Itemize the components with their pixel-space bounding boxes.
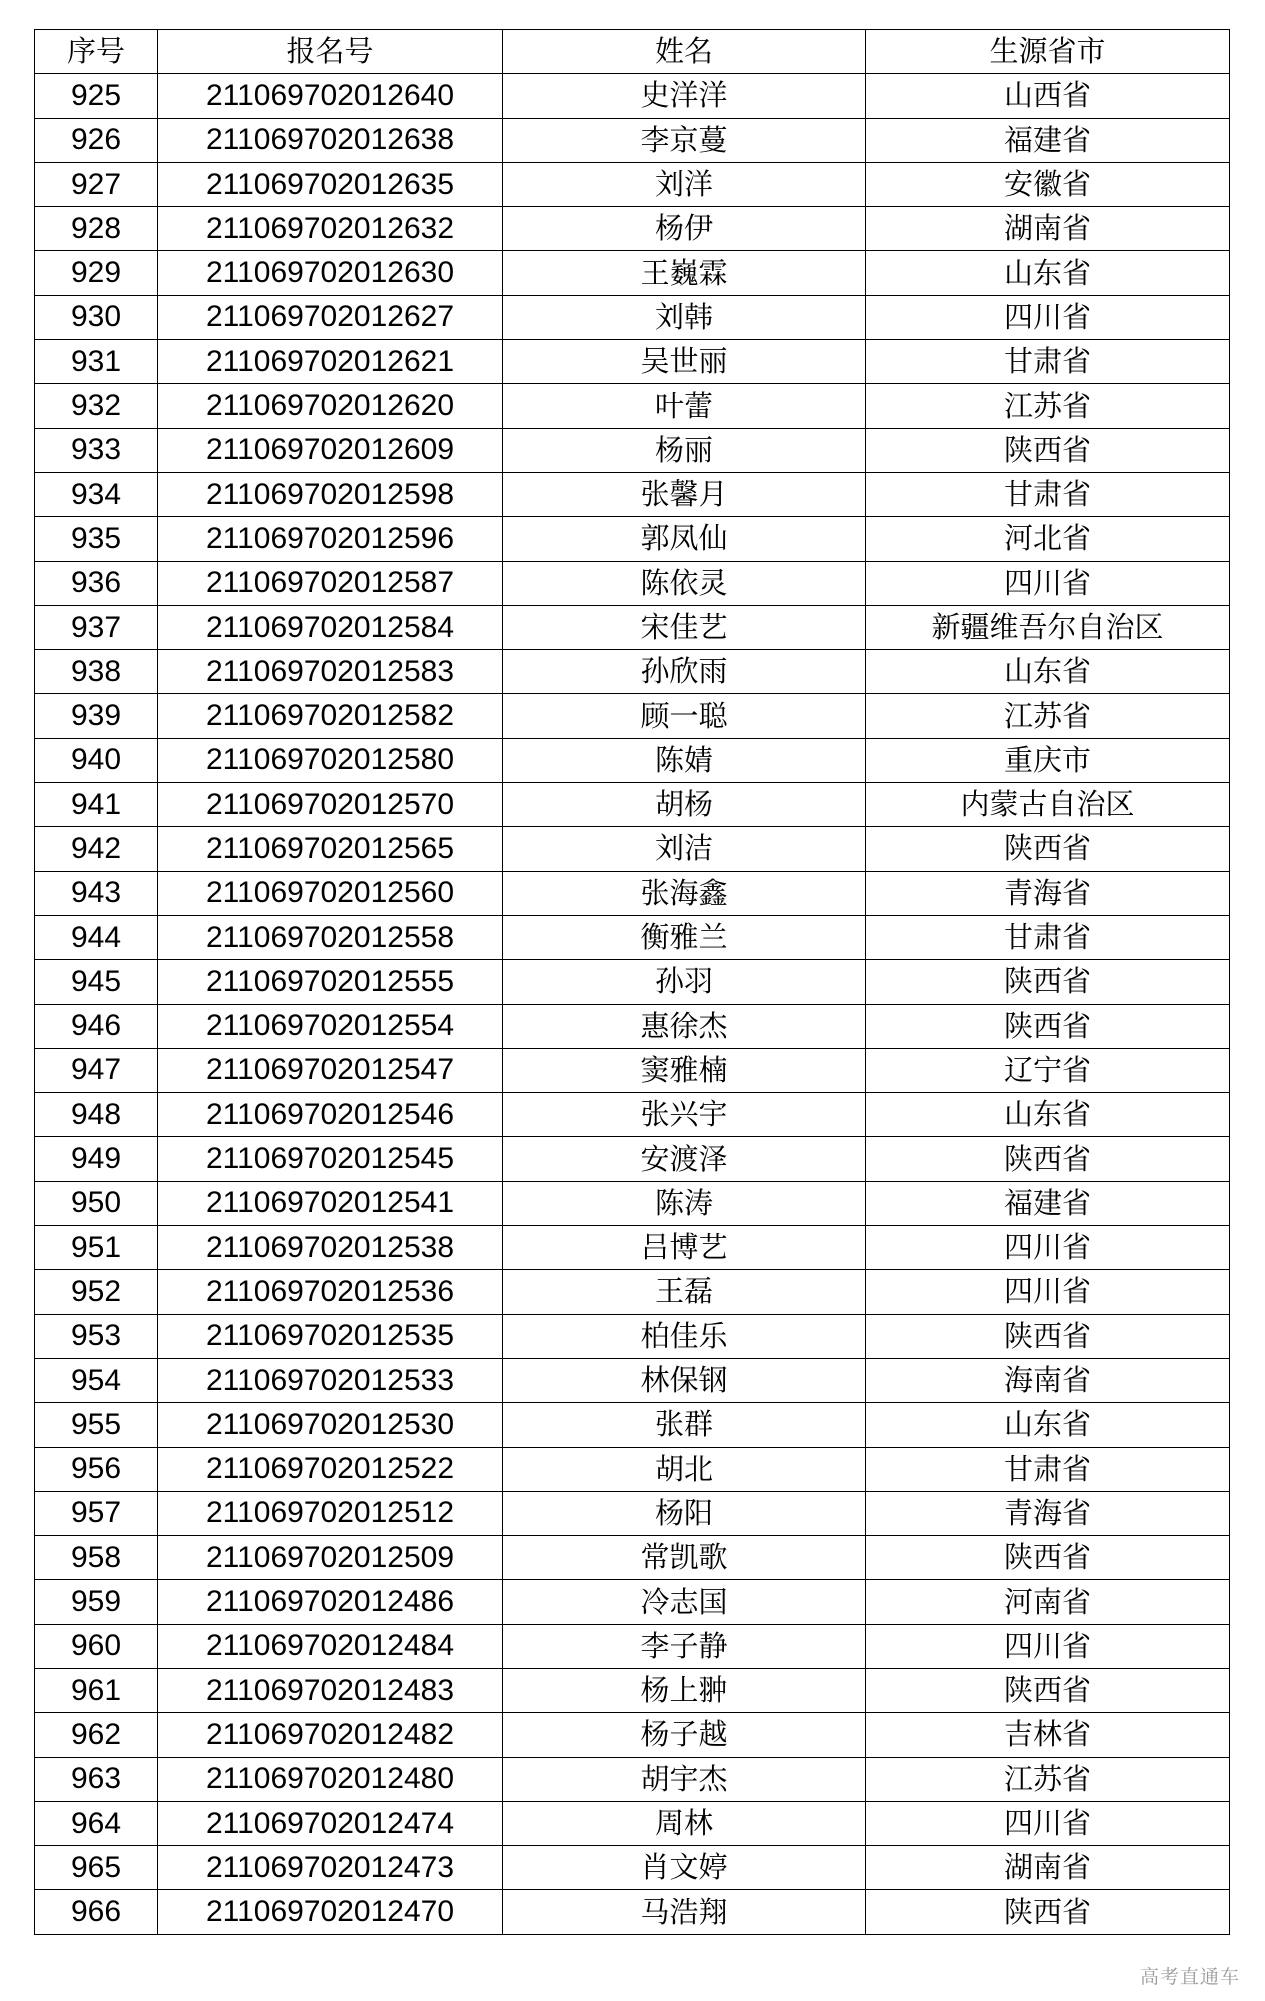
- registration-number-cell: 211069702012535: [158, 1314, 503, 1358]
- serial-number-cell: 959: [35, 1580, 158, 1624]
- name-cell: 吕博艺: [503, 1226, 866, 1270]
- origin-province-cell: 陕西省: [866, 1137, 1230, 1181]
- serial-number-cell: 928: [35, 207, 158, 251]
- name-cell: 林保钢: [503, 1358, 866, 1402]
- table-row: [35, 827, 1230, 871]
- name-cell: 马浩翔: [503, 1890, 866, 1934]
- table-row: [35, 1358, 1230, 1402]
- table-row: [35, 1093, 1230, 1137]
- origin-province-cell: 陕西省: [866, 428, 1230, 472]
- table-row: [35, 561, 1230, 605]
- registration-number-cell: 211069702012570: [158, 783, 503, 827]
- table-row: [35, 517, 1230, 561]
- registration-number-cell: 211069702012547: [158, 1048, 503, 1092]
- table-row: [35, 1181, 1230, 1225]
- registration-number-cell: 211069702012598: [158, 472, 503, 516]
- origin-province-cell: 江苏省: [866, 694, 1230, 738]
- table-row: [35, 162, 1230, 206]
- registration-number-cell: 211069702012565: [158, 827, 503, 871]
- registration-number-cell: 211069702012486: [158, 1580, 503, 1624]
- serial-number-cell: 941: [35, 783, 158, 827]
- name-cell: 杨伊: [503, 207, 866, 251]
- table-row: [35, 1004, 1230, 1048]
- serial-number-cell: 966: [35, 1890, 158, 1934]
- name-cell: 柏佳乐: [503, 1314, 866, 1358]
- name-cell: 张馨月: [503, 472, 866, 516]
- registration-number-cell: 211069702012554: [158, 1004, 503, 1048]
- origin-province-cell: 四川省: [866, 1226, 1230, 1270]
- table-row: [35, 384, 1230, 428]
- name-cell: 杨子越: [503, 1713, 866, 1757]
- serial-number-cell: 963: [35, 1757, 158, 1801]
- origin-province-cell: 山东省: [866, 650, 1230, 694]
- origin-province-cell: 湖南省: [866, 1846, 1230, 1890]
- serial-number-cell: 958: [35, 1536, 158, 1580]
- origin-province-cell: 安徽省: [866, 162, 1230, 206]
- serial-number-cell: 955: [35, 1403, 158, 1447]
- serial-number-cell: 942: [35, 827, 158, 871]
- registration-number-cell: 211069702012473: [158, 1846, 503, 1890]
- header-serial-number: 序号: [35, 30, 158, 74]
- name-cell: 胡北: [503, 1447, 866, 1491]
- name-cell: 常凯歌: [503, 1536, 866, 1580]
- serial-number-cell: 925: [35, 74, 158, 118]
- origin-province-cell: 辽宁省: [866, 1048, 1230, 1092]
- registration-number-cell: 211069702012474: [158, 1801, 503, 1845]
- name-cell: 陈婧: [503, 738, 866, 782]
- origin-province-cell: 青海省: [866, 1491, 1230, 1535]
- origin-province-cell: 甘肃省: [866, 472, 1230, 516]
- origin-province-cell: 河北省: [866, 517, 1230, 561]
- table-row: [35, 694, 1230, 738]
- name-cell: 刘洋: [503, 162, 866, 206]
- serial-number-cell: 946: [35, 1004, 158, 1048]
- name-cell: 孙欣雨: [503, 650, 866, 694]
- serial-number-cell: 935: [35, 517, 158, 561]
- registration-number-cell: 211069702012536: [158, 1270, 503, 1314]
- origin-province-cell: 重庆市: [866, 738, 1230, 782]
- serial-number-cell: 938: [35, 650, 158, 694]
- serial-number-cell: 953: [35, 1314, 158, 1358]
- registration-number-cell: 211069702012522: [158, 1447, 503, 1491]
- table-row: [35, 1314, 1230, 1358]
- table-row: [35, 960, 1230, 1004]
- table-row: [35, 915, 1230, 959]
- origin-province-cell: 湖南省: [866, 207, 1230, 251]
- name-cell: 李子静: [503, 1624, 866, 1668]
- origin-province-cell: 陕西省: [866, 1314, 1230, 1358]
- origin-province-cell: 河南省: [866, 1580, 1230, 1624]
- registration-number-cell: 211069702012558: [158, 915, 503, 959]
- origin-province-cell: 内蒙古自治区: [866, 783, 1230, 827]
- registration-number-cell: 211069702012484: [158, 1624, 503, 1668]
- origin-province-cell: 山西省: [866, 74, 1230, 118]
- origin-province-cell: 陕西省: [866, 1890, 1230, 1934]
- table-header-row: [35, 30, 1230, 74]
- serial-number-cell: 932: [35, 384, 158, 428]
- registration-number-cell: 211069702012640: [158, 74, 503, 118]
- origin-province-cell: 陕西省: [866, 960, 1230, 1004]
- serial-number-cell: 939: [35, 694, 158, 738]
- origin-province-cell: 陕西省: [866, 1004, 1230, 1048]
- name-cell: 冷志国: [503, 1580, 866, 1624]
- table-row: [35, 1846, 1230, 1890]
- watermark-text: 高考直通车: [1139, 1966, 1240, 1988]
- serial-number-cell: 940: [35, 738, 158, 782]
- name-cell: 顾一聪: [503, 694, 866, 738]
- registration-number-cell: 211069702012482: [158, 1713, 503, 1757]
- registration-number-cell: 211069702012533: [158, 1358, 503, 1402]
- name-cell: 李京蔓: [503, 118, 866, 162]
- serial-number-cell: 927: [35, 162, 158, 206]
- table-row: [35, 1137, 1230, 1181]
- name-cell: 周林: [503, 1801, 866, 1845]
- name-cell: 史洋洋: [503, 74, 866, 118]
- serial-number-cell: 943: [35, 871, 158, 915]
- header-name: 姓名: [503, 30, 866, 74]
- table-row: [35, 1668, 1230, 1712]
- serial-number-cell: 947: [35, 1048, 158, 1092]
- table-row: [35, 650, 1230, 694]
- origin-province-cell: 甘肃省: [866, 915, 1230, 959]
- name-cell: 杨上翀: [503, 1668, 866, 1712]
- origin-province-cell: 四川省: [866, 1624, 1230, 1668]
- name-cell: 杨阳: [503, 1491, 866, 1535]
- origin-province-cell: 青海省: [866, 871, 1230, 915]
- registration-number-cell: 211069702012635: [158, 162, 503, 206]
- name-cell: 陈涛: [503, 1181, 866, 1225]
- serial-number-cell: 934: [35, 472, 158, 516]
- table-row: [35, 340, 1230, 384]
- registration-number-cell: 211069702012587: [158, 561, 503, 605]
- origin-province-cell: 四川省: [866, 295, 1230, 339]
- table-row: [35, 1580, 1230, 1624]
- origin-province-cell: 四川省: [866, 1270, 1230, 1314]
- registration-number-cell: 211069702012580: [158, 738, 503, 782]
- table-row: [35, 1270, 1230, 1314]
- name-cell: 孙羽: [503, 960, 866, 1004]
- origin-province-cell: 吉林省: [866, 1713, 1230, 1757]
- registration-number-cell: 211069702012582: [158, 694, 503, 738]
- table-row: [35, 738, 1230, 782]
- table-row: [35, 1226, 1230, 1270]
- table-row: [35, 428, 1230, 472]
- header-registration-number: 报名号: [158, 30, 503, 74]
- name-cell: 胡杨: [503, 783, 866, 827]
- table-row: [35, 295, 1230, 339]
- serial-number-cell: 929: [35, 251, 158, 295]
- name-cell: 张海鑫: [503, 871, 866, 915]
- registration-number-cell: 211069702012609: [158, 428, 503, 472]
- name-cell: 胡宇杰: [503, 1757, 866, 1801]
- name-cell: 肖文婷: [503, 1846, 866, 1890]
- table-row: [35, 783, 1230, 827]
- registration-number-cell: 211069702012560: [158, 871, 503, 915]
- table-row: [35, 1491, 1230, 1535]
- serial-number-cell: 937: [35, 605, 158, 649]
- serial-number-cell: 949: [35, 1137, 158, 1181]
- name-cell: 张兴宇: [503, 1093, 866, 1137]
- serial-number-cell: 945: [35, 960, 158, 1004]
- registration-number-cell: 211069702012583: [158, 650, 503, 694]
- table-row: [35, 1890, 1230, 1934]
- name-cell: 窦雅楠: [503, 1048, 866, 1092]
- serial-number-cell: 964: [35, 1801, 158, 1845]
- table-row: [35, 251, 1230, 295]
- table-row: [35, 1801, 1230, 1845]
- name-cell: 衡雅兰: [503, 915, 866, 959]
- origin-province-cell: 福建省: [866, 1181, 1230, 1225]
- registration-number-cell: 211069702012538: [158, 1226, 503, 1270]
- serial-number-cell: 952: [35, 1270, 158, 1314]
- origin-province-cell: 福建省: [866, 118, 1230, 162]
- name-cell: 王磊: [503, 1270, 866, 1314]
- table-row: [35, 1713, 1230, 1757]
- registration-number-cell: 211069702012620: [158, 384, 503, 428]
- table-row: [35, 1536, 1230, 1580]
- name-cell: 陈依灵: [503, 561, 866, 605]
- name-cell: 叶蕾: [503, 384, 866, 428]
- name-cell: 郭凤仙: [503, 517, 866, 561]
- registration-number-cell: 211069702012541: [158, 1181, 503, 1225]
- table-row: [35, 118, 1230, 162]
- serial-number-cell: 954: [35, 1358, 158, 1402]
- registration-number-cell: 211069702012545: [158, 1137, 503, 1181]
- name-cell: 宋佳艺: [503, 605, 866, 649]
- name-cell: 王巍霖: [503, 251, 866, 295]
- origin-province-cell: 四川省: [866, 1801, 1230, 1845]
- table-row: [35, 472, 1230, 516]
- serial-number-cell: 948: [35, 1093, 158, 1137]
- serial-number-cell: 933: [35, 428, 158, 472]
- origin-province-cell: 四川省: [866, 561, 1230, 605]
- name-cell: 杨丽: [503, 428, 866, 472]
- serial-number-cell: 931: [35, 340, 158, 384]
- admission-table: [34, 29, 1230, 1935]
- origin-province-cell: 山东省: [866, 251, 1230, 295]
- serial-number-cell: 951: [35, 1226, 158, 1270]
- registration-number-cell: 211069702012512: [158, 1491, 503, 1535]
- serial-number-cell: 962: [35, 1713, 158, 1757]
- name-cell: 刘洁: [503, 827, 866, 871]
- origin-province-cell: 山东省: [866, 1403, 1230, 1447]
- serial-number-cell: 950: [35, 1181, 158, 1225]
- origin-province-cell: 甘肃省: [866, 340, 1230, 384]
- serial-number-cell: 930: [35, 295, 158, 339]
- table-row: [35, 74, 1230, 118]
- serial-number-cell: 944: [35, 915, 158, 959]
- origin-province-cell: 江苏省: [866, 1757, 1230, 1801]
- name-cell: 安渡泽: [503, 1137, 866, 1181]
- origin-province-cell: 山东省: [866, 1093, 1230, 1137]
- registration-number-cell: 211069702012530: [158, 1403, 503, 1447]
- origin-province-cell: 陕西省: [866, 1536, 1230, 1580]
- registration-number-cell: 211069702012470: [158, 1890, 503, 1934]
- serial-number-cell: 957: [35, 1491, 158, 1535]
- name-cell: 惠徐杰: [503, 1004, 866, 1048]
- origin-province-cell: 江苏省: [866, 384, 1230, 428]
- table-row: [35, 1048, 1230, 1092]
- serial-number-cell: 960: [35, 1624, 158, 1668]
- registration-number-cell: 211069702012555: [158, 960, 503, 1004]
- origin-province-cell: 甘肃省: [866, 1447, 1230, 1491]
- registration-number-cell: 211069702012627: [158, 295, 503, 339]
- registration-number-cell: 211069702012596: [158, 517, 503, 561]
- origin-province-cell: 新疆维吾尔自治区: [866, 605, 1230, 649]
- registration-number-cell: 211069702012509: [158, 1536, 503, 1580]
- registration-number-cell: 211069702012483: [158, 1668, 503, 1712]
- origin-province-cell: 陕西省: [866, 1668, 1230, 1712]
- table-row: [35, 207, 1230, 251]
- registration-number-cell: 211069702012584: [158, 605, 503, 649]
- name-cell: 刘韩: [503, 295, 866, 339]
- serial-number-cell: 961: [35, 1668, 158, 1712]
- serial-number-cell: 936: [35, 561, 158, 605]
- registration-number-cell: 211069702012632: [158, 207, 503, 251]
- table-row: [35, 1624, 1230, 1668]
- serial-number-cell: 926: [35, 118, 158, 162]
- registration-number-cell: 211069702012621: [158, 340, 503, 384]
- registration-number-cell: 211069702012630: [158, 251, 503, 295]
- table-row: [35, 1757, 1230, 1801]
- table-row: [35, 1447, 1230, 1491]
- table-row: [35, 605, 1230, 649]
- serial-number-cell: 965: [35, 1846, 158, 1890]
- registration-number-cell: 211069702012638: [158, 118, 503, 162]
- registration-number-cell: 211069702012480: [158, 1757, 503, 1801]
- table-row: [35, 871, 1230, 915]
- origin-province-cell: 陕西省: [866, 827, 1230, 871]
- name-cell: 吴世丽: [503, 340, 866, 384]
- table-row: [35, 1403, 1230, 1447]
- origin-province-cell: 海南省: [866, 1358, 1230, 1402]
- name-cell: 张群: [503, 1403, 866, 1447]
- serial-number-cell: 956: [35, 1447, 158, 1491]
- header-origin-province: 生源省市: [866, 30, 1230, 74]
- registration-number-cell: 211069702012546: [158, 1093, 503, 1137]
